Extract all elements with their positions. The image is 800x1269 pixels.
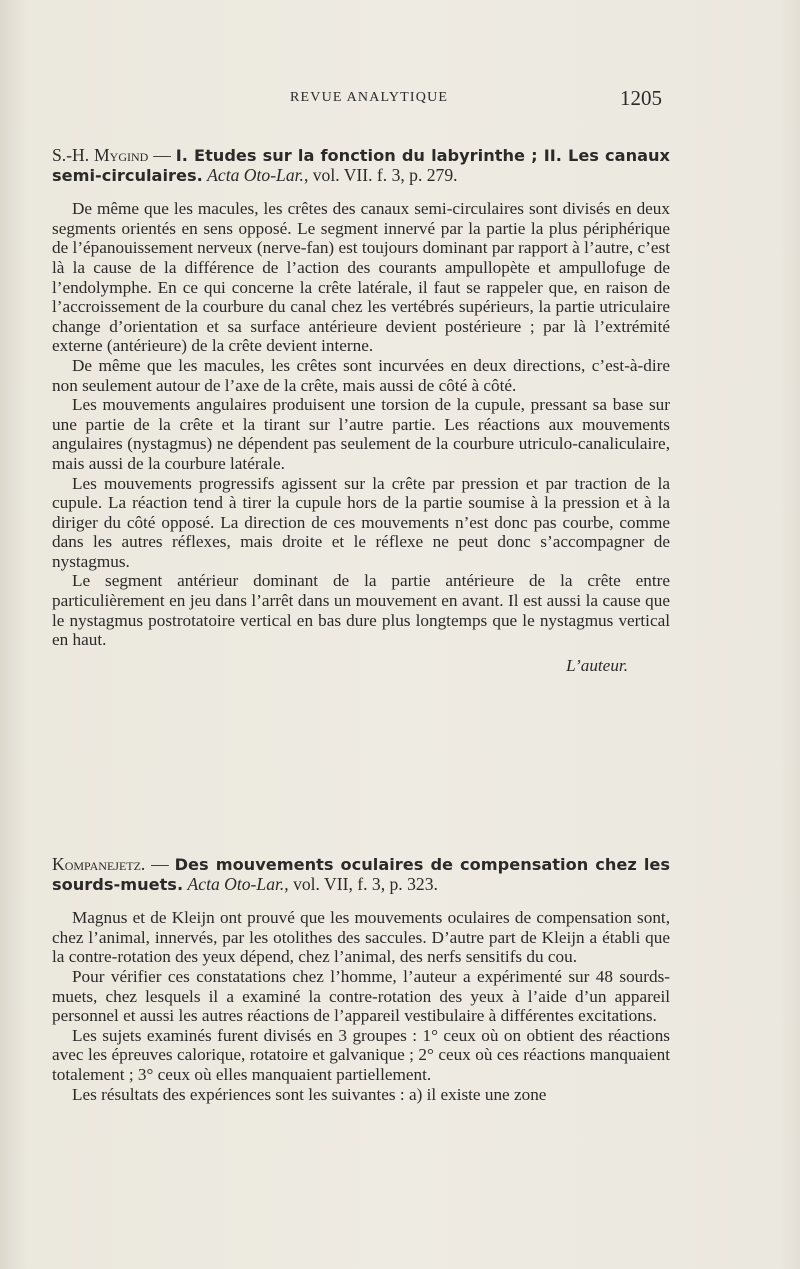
paragraph: Le segment antérieur dominant de la partie antérieure de la crête entre particulièrement en jeu dans l’arrêt dans un mouvement en avant. Il est aussi la cause que le nystagmus postrotatoire vertical en bas dure plus longtemps que le nystagmus vertical en haut.: [52, 571, 670, 650]
article-author: Kompanejetz.: [52, 854, 146, 874]
paragraph: Les sujets examinés furent divisés en 3 groupes : 1° ceux où on obtient des réactions avec les épreuves calorique, rotatoire et galvanique ; 2° ceux où ces réactions manquaient totalement ; 3° ceux où elles manquaient partiellement.: [52, 1025, 670, 1084]
article-heading: [52, 146, 670, 185]
heading-dash: —: [153, 145, 171, 165]
paragraph: Les mouvements angulaires produisent une torsion de la cupule, pressant sa base sur une partie de la crête et la tirant sur l’autre partie. Les réactions aux mouvements angulaires (nystagmus) ne dépendent pas seulement de la courbure utriculo-canaliculaire, mais aussi de la courbure latérale.: [52, 395, 670, 473]
running-title: REVUE ANALYTIQUE: [290, 90, 449, 105]
journal-reference: , vol. VII, f. 3, p. 323.: [284, 873, 438, 894]
paragraph: De même que les macules, les crêtes sont incurvées en deux directions, c’est-à-dire non seulement autour de l’axe de la crête, mais aussi de côté à côté.: [52, 355, 670, 395]
heading-dash: —: [151, 854, 169, 874]
article-kompanejetz: [52, 855, 670, 1104]
paragraph: De même que les macules, les crêtes des canaux semi-circulaires sont divisés en deux segments orientés en sens opposé. Le segment innervé par la partie la plus périphérique de l’épanouissement nerveux (nerve-fan) est toujours dominant par rapport à l’autre, c’est là la cause de la différence de l’action des courants ampullopète et ampullofuge de l’endolymphe. En ce qui concerne la crête latérale, il faut se rappeler que, en raison de l’accroissement de la courbure du canal chez les vertébrés supérieurs, la partie utriculaire change d’orientation et sa surface antérieure devient postérieure ; par là l’extrémité externe (antérieure) de la crête devient interne.: [52, 199, 670, 356]
journal-reference: , vol. VII. f. 3, p. 279.: [303, 164, 458, 185]
article-heading: [52, 855, 670, 894]
paragraph: Magnus et de Kleijn ont prouvé que les mouvements oculaires de compensation sont, chez l’animal, innervés, par les otolithes des saccules. D’autre part de Kleijn a établi que la contre-rotation des yeux dépend, chez l’animal, des nerfs sensitifs du cou.: [52, 908, 670, 967]
author-signature: L’auteur.: [566, 655, 628, 675]
paragraph: Les mouvements progressifs agissent sur la crête par pression et par traction de la cupule. La réaction tend à tirer la cupule hors de la partie soumise à la pression et à la diriger du côté opposé. La direction de ces mouvements n’est donc pas courbe, comme dans les autres réflexes, mais droite et le réflexe ne peut donc s’accompagner de nystagmus.: [52, 473, 670, 571]
article-title: I. Etudes sur la fonction du labyrinthe ; II. Les canaux semi-circulaires.: [52, 146, 670, 185]
article-mygind: [52, 146, 670, 675]
page-number: 1205: [620, 86, 662, 110]
running-head: [0, 88, 800, 112]
journal-name: Acta Oto-Lar.: [207, 164, 304, 185]
article-author: S.-H. Mygind: [52, 145, 149, 165]
paragraph: Les résultats des expériences sont les suivantes : a) il existe une zone: [72, 1084, 547, 1104]
article-title: Des mouvements oculaires de compensation chez les sourds-muets.: [52, 855, 671, 894]
journal-name: Acta Oto-Lar.: [187, 873, 285, 894]
paragraph: Pour vérifier ces constatations chez l’homme, l’auteur a expérimenté sur 48 sourds-muets, chez lesquels il a examiné la contre-rotation des yeux à l’aide d’un appareil personnel et aussi les autres réactions de l’appareil vestibulaire à différentes excitations.: [52, 966, 670, 1026]
